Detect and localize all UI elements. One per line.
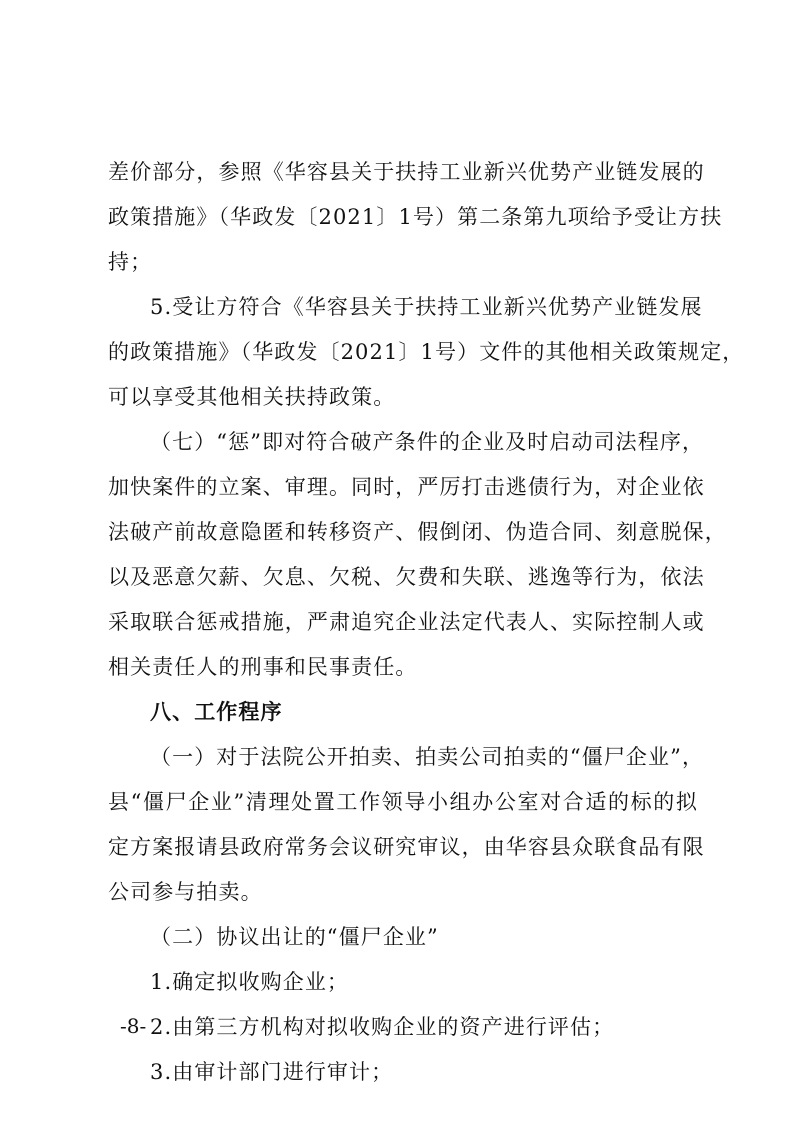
body-text-line: （七）“惩”即对符合破产条件的企业及时启动司法程序，	[150, 430, 705, 454]
page-number: -8-	[120, 1014, 147, 1038]
list-item: 1.确定拟收购企业；	[150, 970, 350, 994]
body-text-line: 相关责任人的刑事和民事责任。	[108, 655, 418, 679]
body-text-line: （二）协议出让的“僵尸企业”	[150, 925, 439, 949]
list-item: 2.由第三方机构对拟收购企业的资产进行评估；	[150, 1015, 615, 1039]
body-text-line: 加快案件的立案、审理。同时，严厉打击逃债行为，对企业依	[108, 475, 705, 499]
body-text-line: 可以享受其他相关扶持政策。	[108, 385, 396, 409]
body-text-line: 法破产前故意隐匿和转移资产、假倒闭、伪造合同、刻意脱保，	[108, 520, 727, 544]
body-text-line: 公司参与拍卖。	[108, 880, 263, 904]
body-text-line: 的政策措施》（华政发〔2021〕1号）文件的其他相关政策规定，	[108, 340, 745, 364]
list-item: 3.由审计部门进行审计；	[150, 1060, 394, 1084]
body-text-line: 5.受让方符合《华容县关于扶持工业新兴优势产业链发展	[150, 295, 703, 319]
body-text-line: 持；	[108, 250, 153, 274]
body-text-line: 差价部分，参照《华容县关于扶持工业新兴优势产业链发展的	[108, 160, 705, 184]
section-heading: 八、工作程序	[150, 700, 283, 724]
body-text-line: 定方案报请县政府常务会议研究审议，由华容县众联食品有限	[108, 835, 705, 859]
body-text-line: 采取联合惩戒措施，严肃追究企业法定代表人、实际控制人或	[108, 610, 705, 634]
body-text-line: （一）对于法院公开拍卖、拍卖公司拍卖的“僵尸企业”，	[150, 745, 705, 769]
body-text-line: 政策措施》（华政发〔2021〕1号）第二条第九项给予受让方扶	[108, 205, 723, 229]
body-text-line: 以及恶意欠薪、欠息、欠税、欠费和失联、逃逸等行为，依法	[108, 565, 705, 589]
body-text-line: 县“僵尸企业”清理处置工作领导小组办公室对合适的标的拟	[108, 790, 698, 814]
